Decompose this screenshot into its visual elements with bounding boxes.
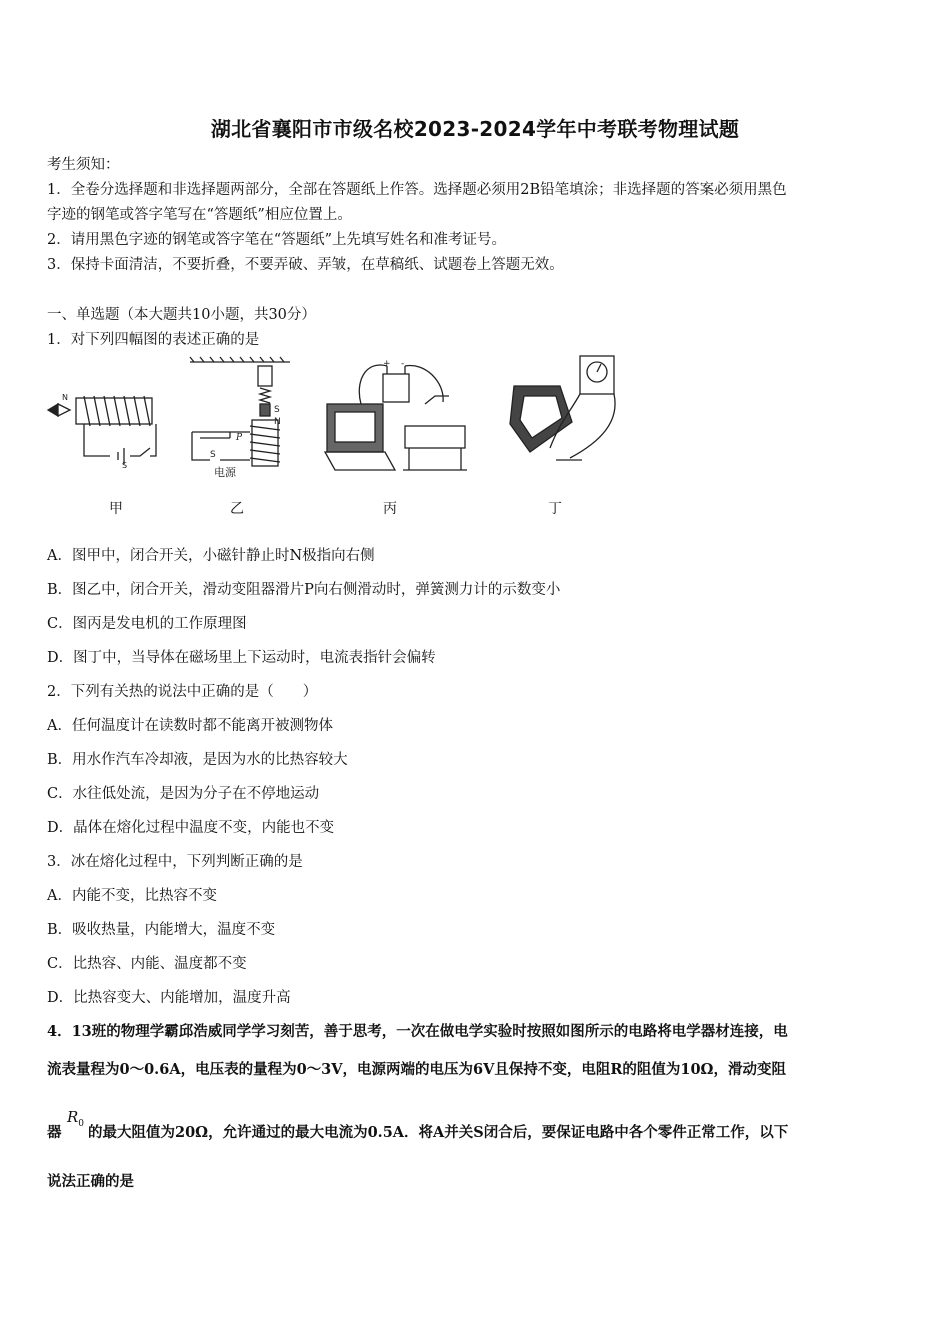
option-d: D．图丁中，当导体在磁场里上下运动时，电流表指针会偏转: [47, 650, 436, 666]
section-heading: 一、单选题（本大题共10小题，共30分）: [47, 307, 316, 323]
figure-ding-generator: [510, 356, 615, 460]
question-stem: 1．对下列四幅图的表述正确的是: [47, 332, 260, 348]
r0-symbol: [67, 1108, 84, 1129]
question-stem-line: 的最大阻值为20Ω，允许通过的最大电流为0.5A．将A并关S闭合后，要保证电路中各个零件正常工作，以下: [88, 1124, 789, 1141]
notice-item: 1．全卷分选择题和非选择题两部分，全部在答题纸上作答。选择题必须用2B铅笔填涂；非选择题的答案必须用黑色: [47, 182, 787, 198]
question-stem-line: 4．13班的物理学霸邱浩威同学学习刻苦，善于思考，一次在做电学实验时按照如图所示的电路将电学器材连接，电: [47, 1023, 788, 1040]
option-c: C．图丙是发电机的工作原理图: [47, 616, 247, 632]
option-a: A．图甲中，闭合开关，小磁针静止时N极指向右侧: [47, 548, 375, 564]
notice-item: 2．请用黑色字迹的钢笔或答字笔在“答题纸”上先填写姓名和准考证号。: [47, 232, 507, 248]
q1-figure-drawings: [40, 352, 640, 492]
option-c: C．水往低处流，是因为分子在不停地运动: [47, 786, 320, 802]
r0-letter: R: [67, 1108, 79, 1126]
notice-item: 3．保持卡面清洁，不要折叠，不要弄破、弄皱，在草稿纸、试题卷上答题无效。: [47, 257, 564, 273]
option-b: B．图乙中，闭合开关，滑动变阻器滑片P向右侧滑动时，弹簧测力计的示数变小: [47, 582, 561, 598]
page-title: 湖北省襄阳市市级名校2023-2024学年中考联考物理试题: [210, 117, 740, 141]
figure-jia-s-label: S: [122, 461, 128, 470]
figure-bing-plus: +: [383, 359, 391, 369]
option-a: A．内能不变，比热容不变: [47, 888, 217, 904]
figure-bing-motor: [325, 359, 467, 470]
question-stem-line: 流表量程为0～0.6A，电压表的量程为0～3V，电源两端的电压为6V且保持不变，电阻R的阻值为10Ω，滑动变阻: [47, 1061, 786, 1078]
r0-subscript: 0: [78, 1119, 85, 1129]
question-stem: 2．下列有关热的说法中正确的是（ ）: [47, 684, 318, 700]
figure-label-ding: 丁: [548, 501, 562, 517]
figure-label-bing: 丙: [383, 501, 397, 517]
figure-yi-s-label: S: [274, 405, 280, 415]
option-b: B．吸收热量，内能增大，温度不变: [47, 922, 276, 938]
figure-yi-electromagnet: [190, 357, 290, 479]
question-stem: 3．冰在熔化过程中，下列判断正确的是: [47, 854, 303, 870]
option-c: C．比热容、内能、温度都不变: [47, 956, 247, 972]
q1-figures: [40, 352, 640, 522]
option-b: B．用水作汽车冷却液，是因为水的比热容较大: [47, 752, 348, 768]
question-stem-line-start: 器: [47, 1124, 62, 1141]
figure-bing-minus: -: [401, 359, 405, 369]
figure-label-yi: 乙: [230, 501, 244, 517]
figure-jia-n-label: N: [62, 393, 68, 402]
option-d: D．晶体在熔化过程中温度不变，内能也不变: [47, 820, 335, 836]
figure-jia-solenoid: [48, 393, 156, 470]
figure-yi-n-label: N: [274, 417, 281, 427]
figure-yi-power-label: 电源: [214, 466, 236, 479]
figure-yi-p-label: P: [236, 433, 243, 443]
figure-yi-s-switch-label: S: [210, 450, 216, 460]
notice-heading: 考生须知：: [47, 157, 120, 173]
question-stem-line: 说法正确的是: [47, 1173, 134, 1190]
figure-label-jia: 甲: [109, 501, 123, 517]
option-d: D．比热容变大、内能增加，温度升高: [47, 990, 291, 1006]
option-a: A．任何温度计在读数时都不能离开被测物体: [47, 718, 333, 734]
notice-item: 字迹的钢笔或答字笔写在“答题纸”相应位置上。: [47, 207, 352, 223]
